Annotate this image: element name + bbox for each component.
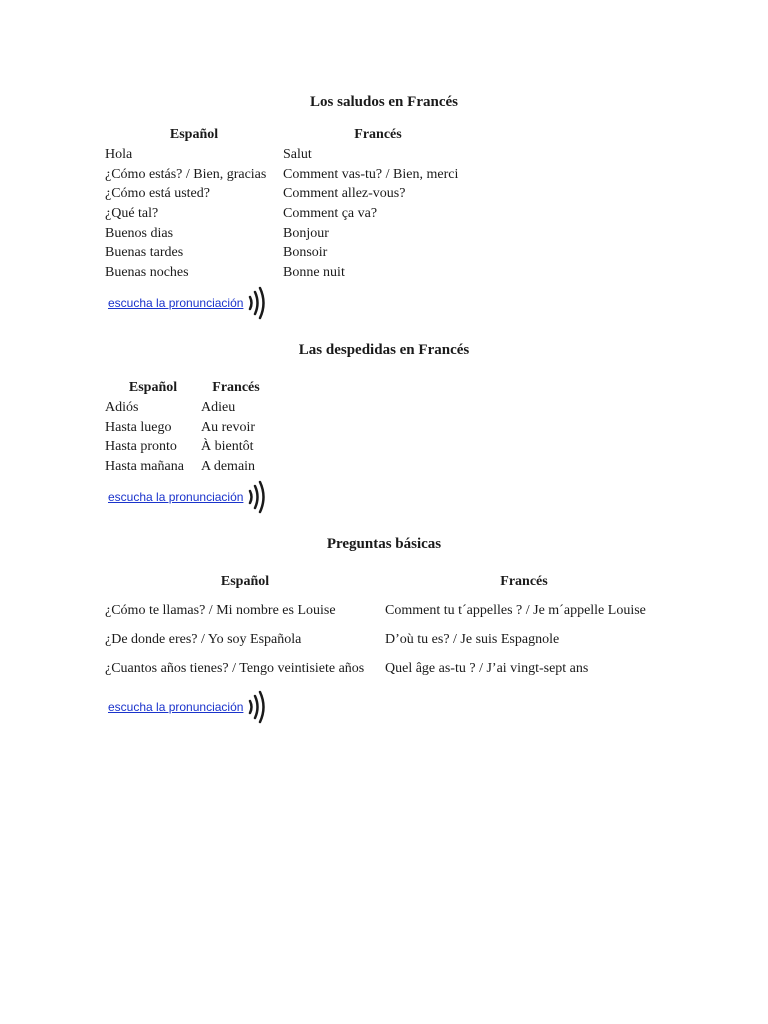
greetings-pronunciation bbox=[108, 285, 267, 321]
spanish-cell: Hasta mañana bbox=[105, 458, 184, 474]
questions-table bbox=[105, 572, 663, 688]
listen-pronunciation-link[interactable]: escucha la pronunciación bbox=[108, 296, 244, 310]
farewells-pronunciation bbox=[108, 479, 267, 515]
sound-waves-icon[interactable] bbox=[247, 285, 267, 321]
farewells-title: Las despedidas en Francés bbox=[298, 342, 470, 358]
table-row bbox=[105, 650, 663, 688]
column-header-spanish: Español bbox=[169, 127, 219, 142]
french-cell: A demain bbox=[201, 458, 256, 474]
table-header-row bbox=[105, 572, 663, 592]
greetings-title: Los saludos en Francés bbox=[310, 94, 458, 110]
french-cell: Quel âge as-tu ? / J’ai vingt-sept ans bbox=[385, 661, 589, 676]
spanish-cell: ¿De donde eres? / Yo soy Española bbox=[105, 632, 302, 647]
table-row bbox=[105, 263, 473, 283]
table-row bbox=[105, 630, 663, 650]
table-row bbox=[105, 243, 473, 263]
column-header-spanish: Español bbox=[128, 380, 178, 395]
listen-pronunciation-link[interactable]: escucha la pronunciación bbox=[108, 490, 244, 504]
table-row bbox=[105, 437, 271, 457]
farewells-table bbox=[105, 378, 271, 477]
spanish-cell: Buenas noches bbox=[105, 264, 189, 280]
french-cell: Comment ça va? bbox=[283, 205, 378, 221]
spanish-cell: Adiós bbox=[105, 399, 139, 415]
spanish-cell: Buenos dias bbox=[105, 225, 174, 241]
table-header-row bbox=[105, 125, 473, 145]
spanish-cell: Hasta luego bbox=[105, 419, 172, 435]
spanish-cell: ¿Cuantos años tienes? / Tengo veintisiete años bbox=[105, 661, 365, 676]
column-header-french: Francés bbox=[500, 574, 548, 589]
french-cell: Bonne nuit bbox=[283, 264, 345, 280]
questions-pronunciation bbox=[108, 689, 267, 725]
spanish-cell: Hasta pronto bbox=[105, 439, 177, 455]
spanish-cell: ¿Qué tal? bbox=[105, 205, 159, 221]
column-header-spanish: Español bbox=[220, 574, 270, 589]
french-cell: Comment vas-tu? / Bien, merci bbox=[283, 166, 459, 182]
table-row bbox=[105, 184, 473, 204]
french-cell: D’où tu es? / Je suis Espagnole bbox=[385, 632, 560, 647]
column-header-french: Francés bbox=[354, 127, 402, 142]
french-cell: Comment tu t´appelles ? / Je m´appelle Louise bbox=[385, 603, 646, 618]
table-row bbox=[105, 398, 271, 418]
spanish-cell: Hola bbox=[105, 146, 133, 162]
questions-title: Preguntas básicas bbox=[326, 536, 442, 552]
spanish-cell: Buenas tardes bbox=[105, 245, 184, 261]
table-row bbox=[105, 418, 271, 438]
french-cell: Au revoir bbox=[201, 419, 256, 435]
greetings-table bbox=[105, 125, 473, 283]
table-row bbox=[105, 204, 473, 224]
french-cell: Bonsoir bbox=[283, 245, 328, 261]
french-cell: Salut bbox=[283, 146, 312, 162]
table-row bbox=[105, 592, 663, 630]
spanish-cell: ¿Cómo está usted? bbox=[105, 186, 210, 202]
french-cell: Bonjour bbox=[283, 225, 329, 241]
sound-waves-icon[interactable] bbox=[247, 479, 267, 515]
french-cell: Adieu bbox=[201, 399, 236, 415]
sound-waves-icon[interactable] bbox=[247, 689, 267, 725]
table-row bbox=[105, 145, 473, 165]
column-header-french: Francés bbox=[212, 380, 260, 395]
table-row bbox=[105, 457, 271, 477]
table-header-row bbox=[105, 378, 271, 398]
table-row bbox=[105, 224, 473, 244]
spanish-cell: ¿Cómo te llamas? / Mi nombre es Louise bbox=[105, 603, 336, 618]
french-cell: Comment allez-vous? bbox=[283, 186, 406, 202]
spanish-cell: ¿Cómo estás? / Bien, gracias bbox=[105, 166, 267, 182]
table-row bbox=[105, 165, 473, 185]
french-cell: À bientôt bbox=[201, 439, 254, 455]
listen-pronunciation-link[interactable]: escucha la pronunciación bbox=[108, 700, 244, 714]
